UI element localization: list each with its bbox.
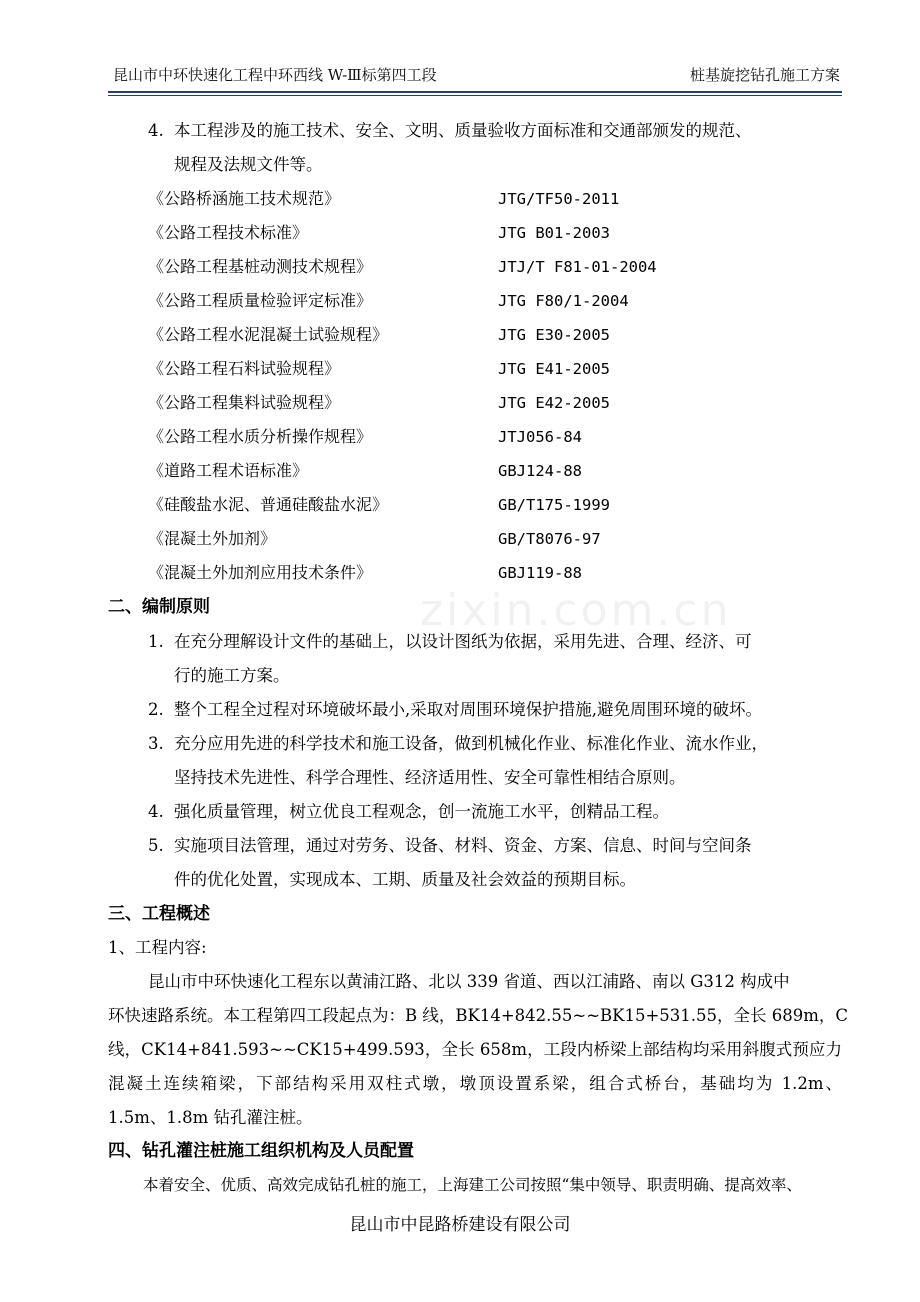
standard-name: 《公路桥涵施工技术规范》 xyxy=(148,189,341,208)
standard-code: JTJ/T F81-01-2004 xyxy=(498,258,657,276)
standard-code: GB/T8076-97 xyxy=(498,530,601,548)
item-number: 4. xyxy=(148,802,164,821)
organization-line-1: 本着安全、优质、高效完成钻孔桩的施工，上海建工公司按照“集中领导、职责明确、提高效率、 xyxy=(143,1176,802,1194)
item-text: 充分应用先进的科学技术和施工设备，做到机械化作业、标准化作业、流水作业， xyxy=(174,734,768,753)
standard-code: JTG/TF50-2011 xyxy=(498,190,620,208)
standard-code: JTG F80/1-2004 xyxy=(498,292,629,310)
standard-name: 《公路工程集料试验规程》 xyxy=(148,393,341,412)
item-number: 4. xyxy=(148,121,164,140)
overview-line-3: 线，CK14+841.593~~CK15+499.593，全长 658m，工段内桥梁上部结构均采用斜腹式预应力 xyxy=(108,1040,842,1059)
standard-name: 《公路工程水泥混凝土试验规程》 xyxy=(148,325,389,344)
standard-name: 《公路工程石料试验规程》 xyxy=(148,359,341,378)
principle-item-2 xyxy=(148,700,762,720)
header-rule-thin xyxy=(108,95,842,96)
item-text: 在充分理解设计文件的基础上，以设计图纸为依据，采用先进、合理、经济、可 xyxy=(174,632,752,651)
principle-item-3-cont: 坚持技术先进性、科学合理性、经济适用性、安全可靠性相结合原则。 xyxy=(174,768,686,787)
item-4-line-1 xyxy=(148,121,752,141)
item-text: 实施项目法管理，通过对劳务、设备、材料、资金、方案、信息、时间与空间条 xyxy=(174,836,752,855)
item-text: 强化质量管理，树立优良工程观念，创一流施工水平，创精品工程。 xyxy=(174,802,669,821)
standard-name: 《混凝土外加剂》 xyxy=(148,529,277,548)
standard-code: GBJ119-88 xyxy=(498,564,582,582)
standard-code: JTG E30-2005 xyxy=(498,326,610,344)
item-4-line-2: 规程及法规文件等。 xyxy=(174,155,323,174)
item-text: 整个工程全过程对环境破坏最小,采取对周围环境保护措施,避免周围环境的破坏。 xyxy=(174,700,762,719)
standard-name: 《道路工程术语标准》 xyxy=(148,461,309,480)
section-heading-principles: 二、编制原则 xyxy=(108,597,210,617)
section-heading-organization: 四、钻孔灌注桩施工组织机构及人员配置 xyxy=(108,1141,414,1161)
footer-company: 昆山市中昆路桥建设有限公司 xyxy=(349,1215,571,1235)
running-header-project: 昆山市中环快速化工程中环西线 W-Ⅲ标第四工段 xyxy=(113,66,437,84)
item-number: 3. xyxy=(148,734,164,753)
subheading-content: 1、工程内容: xyxy=(108,938,207,957)
standard-code: GB/T175-1999 xyxy=(498,496,610,514)
standard-code: JTG E42-2005 xyxy=(498,394,610,412)
principle-item-4 xyxy=(148,802,669,822)
standard-name: 《公路工程质量检验评定标准》 xyxy=(148,291,373,310)
standard-code: JTJ056-84 xyxy=(498,428,582,446)
standard-code: JTG B01-2003 xyxy=(498,224,610,242)
section-heading-overview: 三、工程概述 xyxy=(108,904,210,924)
standard-code: JTG E41-2005 xyxy=(498,360,610,378)
principle-item-3 xyxy=(148,734,768,754)
overview-line-5: 1.5m、1.8m 钻孔灌注桩。 xyxy=(108,1108,313,1127)
header-rule-thick xyxy=(108,91,842,93)
principle-item-5 xyxy=(148,836,752,856)
overview-line-2: 环快速路系统。本工程第四工段起点为：B 线，BK14+842.55~~BK15+531.55，全长 689m，C xyxy=(108,1006,849,1025)
principle-item-5-cont: 件的优化处置，实现成本、工期、质量及社会效益的预期目标。 xyxy=(174,870,636,889)
principle-item-1-cont: 行的施工方案。 xyxy=(174,666,290,685)
standard-code: GBJ124-88 xyxy=(498,462,582,480)
standard-name: 《硅酸盐水泥、普通硅酸盐水泥》 xyxy=(148,495,389,514)
item-number: 1. xyxy=(148,632,164,651)
standard-name: 《公路工程基桩动测技术规程》 xyxy=(148,257,373,276)
watermark: zixin.com.cn xyxy=(420,585,732,636)
standard-name: 《混凝土外加剂应用技术条件》 xyxy=(148,563,373,582)
overview-line-1: 昆山市中环快速化工程东以黄浦江路、北以 339 省道、西以江浦路、南以 G312 构成中 xyxy=(148,972,790,991)
item-text: 本工程涉及的施工技术、安全、文明、质量验收方面标准和交通部颁发的规范、 xyxy=(174,121,752,140)
item-number: 5. xyxy=(148,836,164,855)
item-number: 2. xyxy=(148,700,164,719)
overview-line-4: 混凝土连续箱梁，下部结构采用双柱式墩，墩顶设置系梁，组合式桥台，基础均为 1.2m、 xyxy=(108,1074,842,1093)
standard-name: 《公路工程水质分析操作规程》 xyxy=(148,427,373,446)
standard-name: 《公路工程技术标准》 xyxy=(148,223,309,242)
running-header-title: 桩基旋挖钻孔施工方案 xyxy=(689,66,840,84)
principle-item-1 xyxy=(148,632,752,652)
